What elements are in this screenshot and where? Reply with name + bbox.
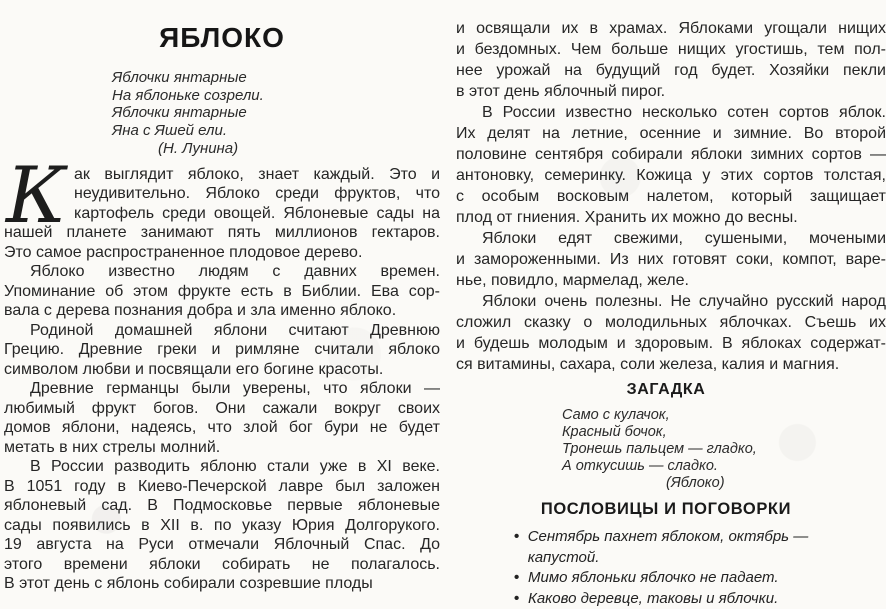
text-line: и бездомных. Чем больше нищих угостишь, тем пол- <box>456 39 886 60</box>
text-line: половине сентября собирали яблоки зимних сортов — <box>456 144 886 165</box>
text-line: с особым восковым налетом, который защищает <box>456 186 886 207</box>
article-body-left <box>4 165 440 594</box>
text-line: В 1051 году в Киево-Печерской лавре был заложен <box>4 477 440 497</box>
text-line: Грецию. Древние греки и римляне считали яблоко <box>4 340 440 360</box>
riddle-lines <box>562 407 876 475</box>
proverbs-list <box>514 527 876 609</box>
text-line: неудивительно. Яблоко среди фруктов, что <box>4 184 440 204</box>
proverb-item <box>514 589 876 609</box>
poem-line: Тронешь пальцем — гладко, <box>562 441 876 458</box>
paragraph <box>4 457 440 594</box>
text-line: метать в них стрелы молний. <box>4 438 440 458</box>
riddle-text <box>562 407 876 492</box>
proverb-text: Мимо яблоньки яблочко не падает. <box>528 568 779 589</box>
text-line: В этот день с яблонь собирали созревшие плоды <box>4 574 440 594</box>
text-line: и будешь молодым и здоровым. В яблоках содержат- <box>456 333 886 354</box>
text-line: Упоминание об этом фрукте есть в Библии. Ева сор- <box>4 282 440 302</box>
left-paragraphs <box>4 165 440 594</box>
drop-cap-letter: К <box>4 165 74 221</box>
epigraph-attribution: (Н. Лунина) <box>112 140 440 158</box>
text-line: в этот день яблочный пирог. <box>456 81 886 102</box>
text-line: домов яблони, надеясь, что злой бог бури не будет <box>4 418 440 438</box>
text-line: символом любви и посвящали его богине красоты. <box>4 360 440 380</box>
bullet-icon: • <box>514 568 528 589</box>
paragraph <box>456 228 886 291</box>
epigraph-lines <box>112 69 440 139</box>
riddle-answer: (Яблоко) <box>562 475 876 492</box>
text-line: В России известно несколько сотен сортов яблок. <box>456 102 886 123</box>
text-line: любимый фрукт богов. Они сажали вокруг своих <box>4 399 440 419</box>
proverb-text: Каково деревце, таковы и яблочки. <box>528 589 778 609</box>
text-line: вала с дерева познания добра и зла именно яблоко. <box>4 301 440 321</box>
article-body-right <box>456 18 886 375</box>
left-column <box>4 0 440 594</box>
text-line: нье, повидло, мармелад, желе. <box>456 270 886 291</box>
text-line: и замороженными. Из них готовят соки, компот, варе- <box>456 249 886 270</box>
text-line: нее урожай на будущий год будет. Хозяйки пекли <box>456 60 886 81</box>
epigraph-poem <box>112 69 440 158</box>
poem-line: Яблочки янтарные <box>112 69 440 87</box>
riddle-section <box>456 380 876 492</box>
text-line: Родиной домашней яблони считают Древнюю <box>4 321 440 341</box>
poem-line: Яблочки янтарные <box>112 104 440 122</box>
text-line: Их делят на летние, осенние и зимние. Во второй <box>456 123 886 144</box>
paragraph <box>4 262 440 321</box>
text-line: 19 августа на Руси отмечали Яблочный Спас. До <box>4 535 440 555</box>
riddle-heading: ЗАГАДКА <box>456 380 876 400</box>
proverbs-heading: ПОСЛОВИЦЫ И ПОГОВОРКИ <box>456 499 876 520</box>
bullet-icon: • <box>514 589 528 609</box>
text-line: Яблоки едят свежими, сушеными, мочеными <box>456 228 886 249</box>
paragraph <box>456 18 886 102</box>
text-line: антоновку, семеринку. Кожица у этих сортов толстая, <box>456 165 886 186</box>
text-line: сады появились в XII в. по указу Юрия Долгорукого. <box>4 516 440 536</box>
text-line: Яблоки очень полезны. Не случайно русский народ <box>456 291 886 312</box>
text-line: и освящали их в храмах. Яблоками угощали нищих <box>456 18 886 39</box>
paragraph <box>4 321 440 380</box>
text-line: яблоневый сад. В Подмосковье первые яблоневые <box>4 496 440 516</box>
paragraph <box>456 291 886 375</box>
page-title: ЯБЛОКО <box>4 24 440 52</box>
text-line: этого времени яблоки собирать не полагалось. <box>4 555 440 575</box>
text-line: сложил сказку о молодильных яблочках. Съешь их <box>456 312 886 333</box>
text-line: Яблоко известно людям с давних времен. <box>4 262 440 282</box>
right-column <box>456 18 886 609</box>
poem-line: На яблоньке созрели. <box>112 87 440 105</box>
right-paragraphs <box>456 18 886 375</box>
text-line: В России разводить яблоню стали уже в XI веке. <box>4 457 440 477</box>
poem-line: Само с кулачок, <box>562 407 876 424</box>
proverbs-section <box>456 499 876 609</box>
text-line: картофель среди овощей. Яблоневые сады на <box>4 204 440 224</box>
proverb-item <box>514 527 876 568</box>
poem-line: Яна с Яшей ели. <box>112 122 440 140</box>
text-line: ся витамины, сахара, соли железа, калия и магния. <box>456 354 886 375</box>
proverb-item <box>514 568 876 589</box>
bullet-icon: • <box>514 527 528 568</box>
text-line: нашей планете занимают пять миллионов гектаров. <box>4 223 440 243</box>
paragraph <box>456 102 886 228</box>
text-line: ак выглядит яблоко, знает каждый. Это и <box>4 165 440 185</box>
proverb-text: Сентябрь пахнет яблоком, октябрь — капустой. <box>528 527 876 568</box>
paragraph <box>4 379 440 457</box>
poem-line: Красный бочок, <box>562 424 876 441</box>
poem-line: А откусишь — сладко. <box>562 458 876 475</box>
text-line: Это самое распространенное плодовое дерево. <box>4 243 440 263</box>
text-line: плод от гниения. Хранить их можно до весны. <box>456 207 886 228</box>
text-line: Древние германцы были уверены, что яблоки — <box>4 379 440 399</box>
